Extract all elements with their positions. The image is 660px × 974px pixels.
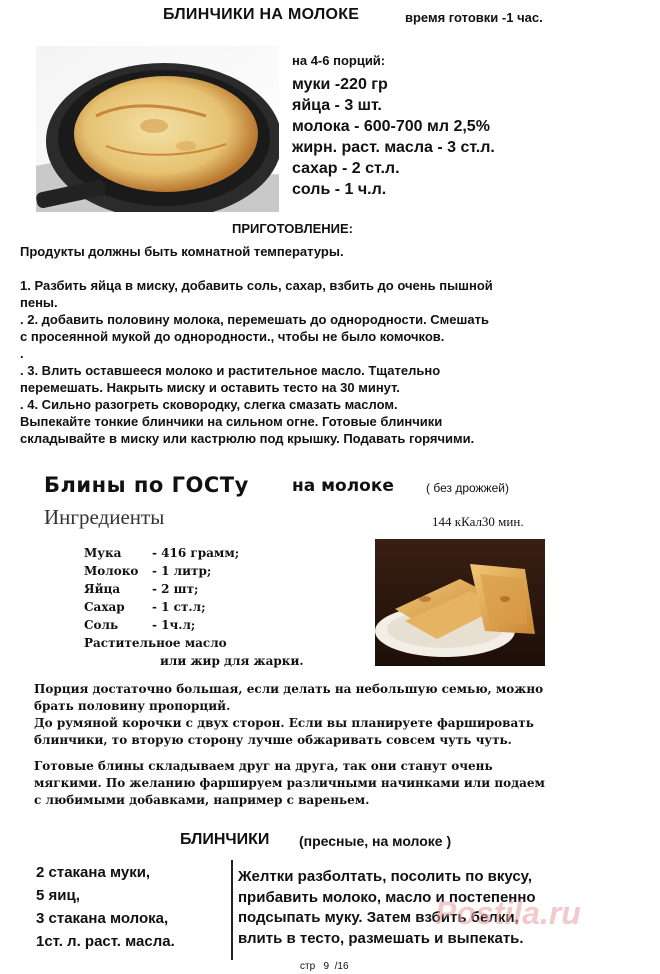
step-line: . 2. добавить половину молока, перемешать до однородности. Смешать — [20, 312, 489, 327]
ingredient-amount: - 1 ст.л; — [152, 600, 206, 614]
ingredient-amount: - 1 литр; — [152, 564, 212, 578]
ingredient-item: 3 стакана молока, — [36, 910, 169, 927]
instruction-line: влить в тесто, размешать и выпекать. — [238, 929, 524, 947]
step-line: с просеянной мукой до однородности., чтобы не было комочков. — [20, 329, 445, 344]
step-line: Продукты должны быть комнатной температуры. — [20, 244, 344, 259]
ingredient-name: Сахар — [84, 600, 125, 614]
step-line — [20, 260, 640, 277]
recipe-title-1: БЛИНЧИКИ НА МОЛОКЕ — [163, 6, 360, 23]
step-line: складывайте в миску или кастрюлю под крышку. Подавать горячими. — [20, 431, 475, 446]
paragraph-line: Порция достаточно большая, если делать на небольшую семью, можно — [34, 682, 544, 696]
recipe-3-ingredients — [36, 861, 175, 953]
ingredient-name: Мука — [84, 546, 122, 560]
ingredient-item: яйца - 3 шт. — [292, 97, 382, 114]
ingredient-item: Растительное масло — [84, 636, 227, 650]
ingredient-item: 5 яиц, — [36, 887, 80, 904]
ingredient-item — [84, 580, 304, 598]
step-line: . 3. Влить оставшееся молоко и растительное масло. Тщательно — [20, 363, 441, 378]
recipe-title-2-note: ( без дрожжей) — [426, 481, 509, 495]
ingredient-item: молока - 600-700 мл 2,5% — [292, 118, 490, 135]
ingredient-item: 2 стакана муки, — [36, 864, 151, 881]
ingredients-list-2 — [84, 544, 304, 670]
ingredient-item — [84, 598, 304, 616]
instruction-line: Желтки разболтать, посолить по вкусу, — [238, 868, 533, 885]
ingredient-name: Яйца — [84, 582, 121, 596]
step-line: перемешать. Накрыть миску и оставить тесто на 30 минут. — [20, 380, 400, 395]
ingredients-heading: Ингредиенты — [44, 505, 165, 529]
page-number: 9 — [323, 961, 330, 972]
instruction-line: подсыпать муку. Затем взбить белки, — [238, 909, 519, 926]
ingredient-amount: - 1ч.л; — [152, 618, 196, 632]
pancake-pan-photo — [36, 46, 279, 212]
step-line: пены. — [20, 295, 58, 310]
watermark: Postila.ru — [435, 895, 581, 931]
recipe-title-3-subtitle: (пресные, на молоке ) — [299, 833, 452, 849]
ingredient-item: жирн. раст. масла - 3 ст.л. — [292, 139, 495, 156]
paragraph-line: мягкими. По желанию фаршируем различными начинками или подаем — [34, 776, 545, 790]
page-label: стр — [300, 961, 316, 972]
column-divider — [231, 860, 233, 960]
recipe-title-2-subtitle: на молоке — [292, 476, 394, 496]
ingredient-amount: - 416 грамм; — [152, 546, 240, 560]
ingredient-item: муки -220 гр — [292, 76, 388, 93]
page-footer — [300, 961, 349, 972]
ingredient-item: или жир для жарки. — [160, 654, 304, 668]
recipe-stats: 144 кКал30 мин. — [432, 514, 524, 529]
ingredient-item — [84, 544, 304, 562]
paragraph-line: До румяной корочки с двух сторон. Если вы планируете фаршировать — [34, 716, 534, 730]
ingredient-amount: - 2 шт; — [152, 582, 199, 596]
recipe-title-2: Блины по ГОСТу — [44, 473, 249, 497]
ingredient-item: 1ст. л. раст. масла. — [36, 933, 175, 950]
ingredient-item: сахар - 2 ст.л. — [292, 160, 400, 177]
instruction-line: прибавить молоко, масло и постепенно — [238, 888, 536, 906]
recipe-2-description — [34, 681, 634, 809]
step-line: . 4. Сильно разогреть сковородку, слегка смазать маслом. — [20, 397, 398, 412]
cook-time: время готовки -1 час. — [405, 10, 543, 25]
ingredients-list-1 — [292, 74, 495, 200]
paragraph-line: брать половину пропорций. — [34, 699, 231, 713]
folded-pancakes-photo — [375, 539, 545, 666]
portions: на 4-6 порций: — [292, 53, 386, 68]
paragraph-line: Готовые блины складываем друг на друга, так они станут очень — [34, 759, 493, 773]
ingredient-item — [84, 616, 304, 634]
ingredient-name: Соль — [84, 618, 119, 632]
preparation-steps — [20, 243, 640, 447]
paragraph-line: с любимыми добавками, например с вареньем. — [34, 793, 370, 807]
recipe-title-3: БЛИНЧИКИ — [180, 831, 270, 848]
preparation-heading: ПРИГОТОВЛЕНИЕ: — [232, 221, 353, 236]
ingredient-name: Молоко — [84, 564, 139, 578]
paragraph-gap — [34, 749, 634, 758]
step-line: . — [20, 346, 24, 361]
ingredient-item: соль - 1 ч.л. — [292, 181, 387, 198]
step-line: 1. Разбить яйца в миску, добавить соль, сахар, взбить до очень пышной — [20, 278, 493, 293]
ingredient-item — [84, 562, 304, 580]
paragraph-line: блинчики, то вторую сторону лучше обжаривать совсем чуть чуть. — [34, 733, 512, 747]
page-total: /16 — [334, 961, 349, 972]
step-line: Выпекайте тонкие блинчики на сильном огне. Готовые блинчики — [20, 414, 443, 429]
